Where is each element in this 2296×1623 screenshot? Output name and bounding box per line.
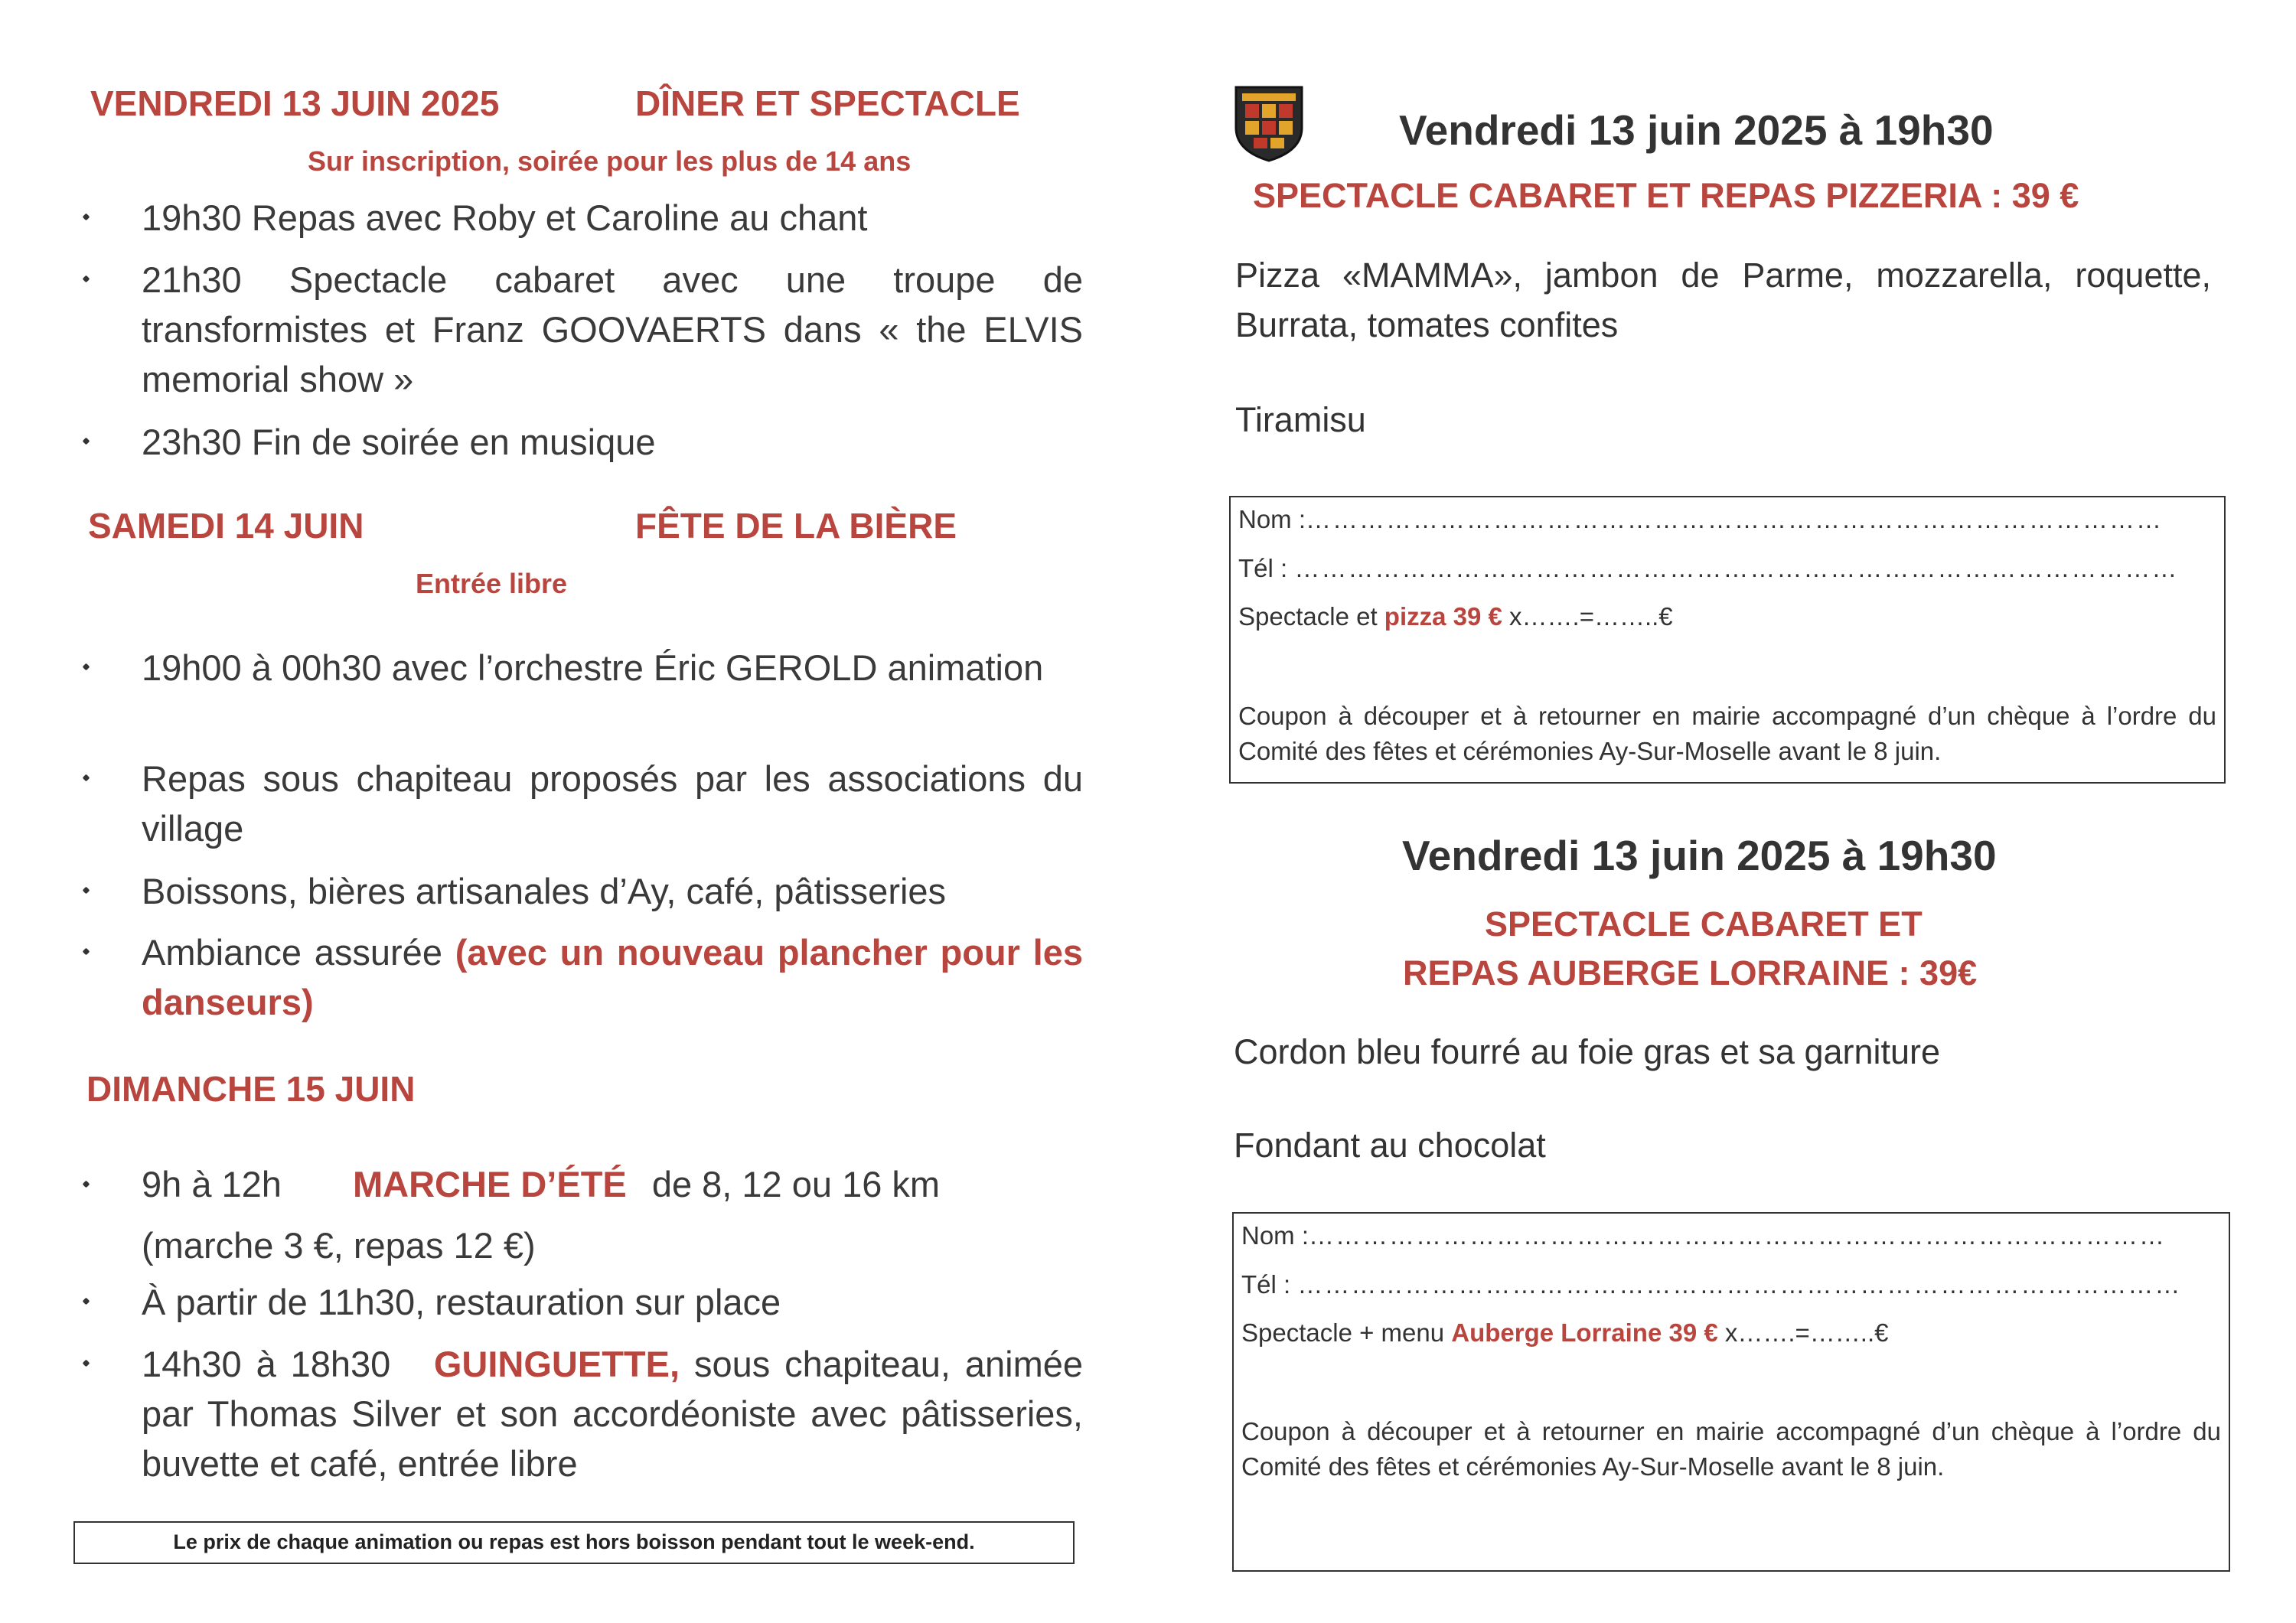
coupon-tel-line xyxy=(1238,554,2178,583)
item-text: 23h30 Fin de soirée en musique xyxy=(142,422,656,462)
bullet-icon xyxy=(83,1181,90,1188)
bullet-icon xyxy=(83,663,90,671)
bullet-icon xyxy=(83,887,90,895)
bullet-icon xyxy=(83,948,90,956)
walk-time: 9h à 12h xyxy=(142,1164,282,1204)
item-text: 19h30 Repas avec Roby et Caroline au chant xyxy=(142,197,868,238)
guinguette-time: 14h30 à 18h30 xyxy=(142,1344,391,1384)
order-prefix: Spectacle + menu xyxy=(1241,1318,1452,1347)
guinguette-rest: sous chapiteau, animée par Thomas Silver et son accordéoniste avec pâtisseries, buvette et café, entrée libre xyxy=(142,1344,1083,1484)
item-text: Repas sous chapiteau proposés par les associations du village xyxy=(142,758,1083,849)
bullet-icon xyxy=(83,774,90,782)
guinguette-title: GUINGUETTE, xyxy=(433,1344,680,1384)
tel-field[interactable]: ……………………………………………………………………………………… xyxy=(1294,554,2179,582)
order-quantity-field[interactable]: x…….=……..€ xyxy=(1717,1318,1889,1347)
bullet-icon xyxy=(83,213,90,221)
walk-distance: de 8, 12 ou 16 km xyxy=(651,1164,941,1204)
coupon-instructions: Coupon à découper et à retourner en mairie accompagné d’un chèque à l’ordre du Comité des fêtes et cérémonies Ay-Sur-Moselle avant le 8 juin. xyxy=(1241,1417,2221,1481)
coupon-tel-line xyxy=(1241,1270,2181,1299)
coupon-name-line xyxy=(1238,505,2163,534)
saturday-item-2 xyxy=(88,754,1083,853)
coupon-order-line xyxy=(1241,1318,1889,1348)
sunday-date: DIMANCHE 15 JUIN xyxy=(86,1069,416,1109)
bullet-icon xyxy=(83,275,90,283)
pizzeria-dessert: Tiramisu xyxy=(1235,400,1366,439)
friday-item-1 xyxy=(88,193,1083,243)
bullet-icon xyxy=(83,1298,90,1305)
tel-label: Tél : xyxy=(1241,1270,1291,1299)
auberge-coupon xyxy=(1232,1212,2230,1572)
saturday-item-4 xyxy=(88,927,1083,1027)
pizzeria-heading: Vendredi 13 juin 2025 à 19h30 xyxy=(1399,106,1994,154)
friday-event-title: DÎNER ET SPECTACLE xyxy=(635,83,1020,123)
walk-title: MARCHE D’ÉTÉ xyxy=(353,1164,627,1204)
friday-item-3 xyxy=(88,417,1083,467)
friday-item-2 xyxy=(88,255,1083,404)
name-field[interactable]: …………………………………………………………………………………… xyxy=(1306,505,2164,533)
saturday-event-title: FÊTE DE LA BIÈRE xyxy=(635,506,957,546)
ambiance-prefix: Ambiance assurée xyxy=(142,932,455,973)
bullet-icon xyxy=(83,438,90,445)
order-quantity-field[interactable]: x…….=……..€ xyxy=(1502,602,1673,631)
name-label: Nom : xyxy=(1238,505,1306,533)
auberge-offer-line1: SPECTACLE CABARET ET xyxy=(1485,904,1923,943)
pizzeria-coupon xyxy=(1229,496,2226,784)
name-field[interactable]: …………………………………………………………………………………… xyxy=(1309,1221,2167,1250)
ambiance-highlight: (avec un nouveau plancher pour les danseurs) xyxy=(142,932,1084,1022)
friday-note: Sur inscription, soirée pour les plus de 14 ans xyxy=(308,145,912,177)
drinks-notice: Le prix de chaque animation ou repas est hors boisson pendant tout le week-end. xyxy=(73,1521,1075,1564)
coupon-order-line xyxy=(1238,602,1673,631)
saturday-date: SAMEDI 14 JUIN xyxy=(88,506,364,546)
item-text xyxy=(142,927,1083,1027)
sunday-item-walk xyxy=(88,1154,1083,1276)
name-label: Nom : xyxy=(1241,1221,1309,1250)
auberge-heading: Vendredi 13 juin 2025 à 19h30 xyxy=(1402,832,1997,879)
item-text: Boissons, bières artisanales d’Ay, café, pâtisseries xyxy=(142,871,947,911)
auberge-menu: Cordon bleu fourré au foie gras et sa garniture xyxy=(1234,1032,1941,1071)
coat-of-arms-icon xyxy=(1234,86,1303,162)
walk-prices: (marche 3 €, repas 12 €) xyxy=(142,1225,536,1266)
pizzeria-menu: Pizza «MAMMA», jambon de Parme, mozzarella, roquette, Burrata, tomates confites xyxy=(1235,256,2211,344)
friday-date: VENDREDI 13 JUIN 2025 xyxy=(90,83,500,123)
coupon-instructions: Coupon à découper et à retourner en mairie accompagné d’un chèque à l’ordre du Comité des fêtes et cérémonies Ay-Sur-Moselle avant le 8 juin. xyxy=(1238,702,2216,765)
item-text xyxy=(142,1339,1083,1488)
item-text xyxy=(142,1154,1083,1276)
sunday-item-guinguette xyxy=(88,1339,1083,1488)
saturday-item-1 xyxy=(88,643,1083,693)
saturday-item-3 xyxy=(88,866,1083,916)
tel-label: Tél : xyxy=(1238,554,1288,582)
bullet-icon xyxy=(83,1360,90,1367)
auberge-dessert: Fondant au chocolat xyxy=(1234,1126,1546,1165)
tel-field[interactable]: ……………………………………………………………………………………… xyxy=(1297,1270,2182,1299)
saturday-note: Entrée libre xyxy=(416,568,568,599)
order-prefix: Spectacle et xyxy=(1238,602,1384,631)
auberge-offer-line2: REPAS AUBERGE LORRAINE : 39€ xyxy=(1403,953,1978,992)
pizzeria-offer: SPECTACLE CABARET ET REPAS PIZZERIA : 39 € xyxy=(1253,176,2079,215)
item-text: À partir de 11h30, restauration sur place xyxy=(142,1282,781,1322)
coupon-name-line xyxy=(1241,1221,2166,1250)
sunday-item-catering xyxy=(88,1277,1083,1327)
item-text: 19h00 à 00h30 avec l’orchestre Éric GEROLD animation xyxy=(142,647,1044,688)
order-item: Auberge Lorraine 39 € xyxy=(1451,1318,1718,1347)
item-text: 21h30 Spectacle cabaret avec une troupe de transformistes et Franz GOOVAERTS dans « the ELVIS memorial show » xyxy=(142,259,1083,399)
order-item: pizza 39 € xyxy=(1384,602,1502,631)
